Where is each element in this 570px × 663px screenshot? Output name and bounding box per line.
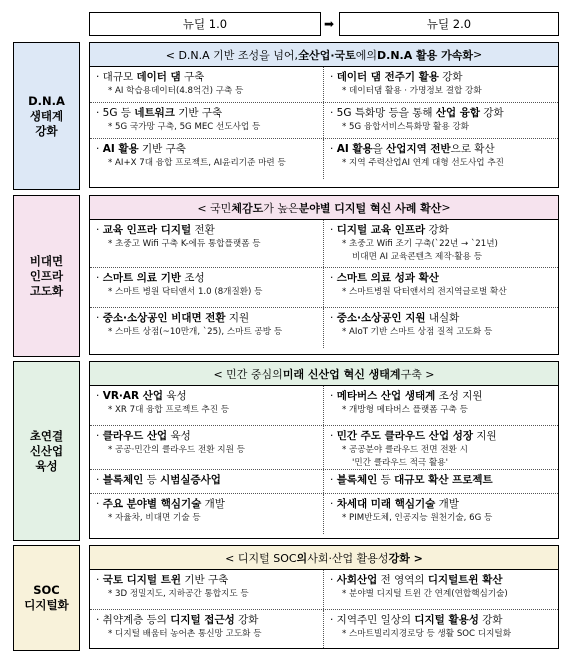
- nudeal2-cell: [324, 103, 558, 138]
- item-title-text: · 5G 등: [96, 107, 135, 119]
- item-title-text: 을: [372, 143, 387, 155]
- section-banner: [90, 43, 558, 67]
- item-title: [330, 497, 554, 512]
- header-nudeal-1: [89, 12, 321, 36]
- item-title-text: ·: [330, 498, 337, 510]
- item-title-text: ·: [330, 143, 337, 155]
- item-title: [330, 573, 554, 588]
- section-rows: [90, 386, 558, 534]
- item-title-emphasis: VR·AR 산업: [102, 390, 164, 402]
- section-rows: [90, 67, 558, 179]
- item-title-text: 개발: [435, 498, 459, 510]
- section-label: [13, 361, 80, 541]
- banner-text: 구축 >: [400, 367, 435, 381]
- item-title-emphasis: 블록체인: [102, 474, 144, 486]
- nudeal2-cell: [324, 610, 558, 648]
- nudeal1-cell: [90, 386, 324, 425]
- item-title-emphasis: 네트워크: [134, 107, 175, 119]
- table-row: [90, 139, 558, 179]
- table-row: [90, 470, 558, 494]
- item-title-emphasis: 메타버스 산업 생태계: [336, 390, 436, 402]
- item-title-text: ·: [330, 390, 337, 402]
- item-detail: * 스마트 병원 닥터앤서 1.0 (8개질환) 등: [108, 287, 263, 297]
- item-title-text: ·: [96, 574, 103, 586]
- table-row: [90, 426, 558, 470]
- item-detail: * 5G 융합서비스특화망 활용 강화: [342, 122, 469, 132]
- item-title-text: 강화: [480, 107, 504, 119]
- section-label: [13, 545, 80, 651]
- banner-emphasis: 미래 신산업 혁신 생태계: [282, 367, 401, 381]
- item-title-text: 강화: [425, 224, 449, 236]
- item-title-emphasis: 민간 주도 클라우드 산업 성장: [336, 430, 474, 442]
- nudeal2-cell: [324, 268, 558, 307]
- table-row: [90, 220, 558, 268]
- item-title-text: 내실화: [425, 312, 460, 324]
- banner-emphasis: 강화 >: [388, 551, 423, 565]
- header-right-label: 뉴딜 2.0: [426, 17, 472, 31]
- item-title-text: ·: [96, 143, 103, 155]
- section-label-line: SOC: [33, 583, 60, 597]
- nudeal2-cell: [324, 139, 558, 179]
- item-title-emphasis: 스마트 의료 기반: [102, 272, 181, 284]
- table-row: [90, 67, 558, 103]
- item-title: [96, 106, 319, 121]
- table-row: [90, 308, 558, 348]
- item-title-emphasis: 블록체인: [336, 474, 378, 486]
- item-title-emphasis: 사회산업: [336, 574, 378, 586]
- nudeal2-cell: [324, 220, 558, 267]
- item-title-emphasis: AI 활용: [102, 143, 139, 155]
- nudeal2-cell: [324, 386, 558, 425]
- arrow-right-icon: ➡: [323, 17, 335, 31]
- item-title: [330, 311, 554, 326]
- item-title: [96, 311, 319, 326]
- section-label-line: 초연결: [29, 428, 64, 443]
- banner-emphasis: 체감도: [231, 201, 264, 215]
- item-title-text: 기반 구축: [174, 107, 223, 119]
- item-title: [330, 613, 554, 628]
- item-detail: * AI+X 7대 융합 프로젝트, AI윤리기준 마련 등: [108, 158, 286, 168]
- nudeal2-cell: [324, 470, 558, 493]
- banner-text: 사회·산업 활용성: [307, 551, 389, 565]
- banner-emphasis: D.N.A 활용 가속화: [377, 48, 474, 62]
- section-banner: [90, 196, 558, 220]
- item-title: [96, 497, 319, 512]
- item-title: [330, 389, 554, 404]
- item-title-emphasis: 차세대 미래 핵심기술: [336, 498, 436, 510]
- item-title-text: ·: [96, 272, 103, 284]
- item-title-text: ·: [330, 430, 337, 442]
- item-detail: * PIM반도체, 인공지능 원천기술, 6G 등: [342, 513, 493, 523]
- item-title-emphasis: AI 활용: [336, 143, 373, 155]
- item-title-text: 조성 지원: [435, 390, 483, 402]
- nudeal2-cell: [324, 67, 558, 102]
- nudeal1-cell: [90, 610, 324, 648]
- item-title-emphasis: 데이터 댐 전주기 활용: [336, 71, 439, 83]
- item-title: [96, 473, 319, 488]
- item-title: [330, 70, 554, 85]
- item-title-emphasis: 중소·소상공인 비대면 전환: [102, 312, 226, 324]
- item-detail: * 공공·민간의 클라우드 전환 지원 등: [108, 445, 245, 455]
- nudeal1-cell: [90, 139, 324, 179]
- item-title-text: ·: [330, 474, 337, 486]
- nudeal1-cell: [90, 470, 324, 493]
- table-row: [90, 570, 558, 610]
- item-title-text: · 지역주민 일상의: [330, 614, 415, 626]
- item-detail: * 스마트병원 닥터앤서의 전지역글로벌 확산: [342, 287, 507, 297]
- item-title: [330, 142, 554, 157]
- item-detail: * 지역 주력산업AI 연계 대형 선도사업 추진: [342, 158, 504, 168]
- item-title-emphasis: 클라우드 산업: [102, 430, 168, 442]
- header-left-label: 뉴딜 1.0: [182, 17, 228, 31]
- item-detail: * 데이터댐 활용 · 가명정보 결합 강화: [342, 86, 482, 96]
- item-title: [96, 70, 319, 85]
- section-label: [13, 42, 80, 190]
- item-title: [96, 573, 319, 588]
- nudeal1-cell: [90, 103, 324, 138]
- nudeal1-cell: [90, 67, 324, 102]
- item-title-text: 강화: [438, 71, 463, 83]
- table-row: [90, 386, 558, 426]
- item-detail: * 자율차, 비대면 기술 등: [108, 513, 201, 523]
- section-label-line: 생태계: [29, 108, 64, 123]
- table-row: [90, 268, 558, 308]
- section-banner: [90, 362, 558, 386]
- banner-text: < 민간 중심의: [213, 367, 283, 381]
- item-title: [96, 613, 319, 628]
- section-label-line: 강화: [35, 123, 58, 138]
- banner-text: < 디지털 SOC: [225, 551, 297, 565]
- nudeal1-cell: [90, 494, 324, 534]
- section-label-line: 디지털화: [24, 598, 69, 612]
- banner-text: < D.N.A 기반 조성을 넘어,: [165, 48, 299, 62]
- item-title-text: ·: [96, 430, 103, 442]
- item-title-text: 강화: [234, 614, 259, 626]
- section-label-line: 육성: [35, 458, 58, 473]
- item-detail: * 초중고 Wifi 조기 구축(`22년 → `21년): [342, 239, 498, 249]
- section-label-line: 비대면: [29, 253, 64, 268]
- nudeal1-cell: [90, 220, 324, 267]
- nudeal1-cell: [90, 268, 324, 307]
- banner-text: 에의: [355, 48, 378, 62]
- item-title-text: ·: [96, 474, 103, 486]
- item-detail: * 공공분야 클라우드 전면 전환 시: [342, 445, 468, 455]
- item-title-emphasis: 디지털 접근성: [170, 614, 235, 626]
- section-label-line: 고도화: [29, 283, 64, 298]
- item-title-emphasis: 스마트 의료 성과 확산: [336, 272, 439, 284]
- item-title-text: 기반 구축: [138, 143, 186, 155]
- banner-text: 가 높은: [263, 201, 299, 215]
- item-title-text: ·: [330, 224, 337, 236]
- section-box: [89, 195, 559, 355]
- section-label-line: 인프라: [29, 268, 64, 283]
- item-title-emphasis: 국토 디지털 트윈: [102, 574, 181, 586]
- section-banner: [90, 546, 558, 570]
- item-title: [96, 142, 319, 157]
- item-title-emphasis: 산업지역 전반: [386, 143, 451, 155]
- item-title: [330, 429, 554, 444]
- nudeal1-cell: [90, 570, 324, 609]
- item-title: [330, 106, 554, 121]
- item-title-emphasis: 데이터 댐: [136, 71, 181, 83]
- item-title-emphasis: 중소·소상공인 지원: [336, 312, 426, 324]
- item-title-text: 지원: [473, 430, 497, 442]
- nudeal1-cell: [90, 308, 324, 348]
- item-title-text: 전환: [191, 224, 215, 236]
- item-title-text: 개발: [201, 498, 225, 510]
- item-title-text: 강화: [478, 614, 503, 626]
- section-box: [89, 42, 559, 188]
- item-title-emphasis: 디지털 활용성: [414, 614, 479, 626]
- item-title-text: ·: [96, 390, 103, 402]
- item-detail: * 개방형 메타버스 플랫폼 구축 등: [342, 405, 468, 415]
- section-label-line: D.N.A: [28, 93, 65, 108]
- section-label-line: 신산업: [29, 443, 64, 458]
- nudeal2-cell: [324, 570, 558, 609]
- item-detail: '민간 클라우드 적극 활용': [352, 458, 448, 468]
- item-detail: * 분야별 디지털 트윈 간 연계(연합핵심기술): [342, 589, 508, 599]
- nudeal1-cell: [90, 426, 324, 469]
- item-title: [96, 389, 319, 404]
- item-title-emphasis: 산업 융합: [435, 107, 481, 119]
- item-detail: 비대면 AI 교육콘텐츠 제작·활용 등: [352, 252, 482, 262]
- item-detail: * 스마트빌리지경로당 등 생활 SOC 디지털화: [342, 629, 512, 639]
- item-title-text: ·: [96, 498, 103, 510]
- table-row: [90, 610, 558, 648]
- item-detail: * 3D 정밀지도, 지하공간 통합지도 등: [108, 589, 249, 599]
- item-title-text: ·: [96, 312, 103, 324]
- table-row: [90, 103, 558, 139]
- item-title-text: 등: [143, 474, 161, 486]
- item-title-text: · 대규모: [96, 71, 137, 83]
- banner-emphasis: 분야별 디지털 혁신 사례 확산: [298, 201, 442, 215]
- item-title-emphasis: 주요 분야별 핵심기술: [102, 498, 202, 510]
- item-title-text: 등: [377, 474, 395, 486]
- item-title-text: ·: [96, 224, 103, 236]
- item-title-emphasis: 시범실증사업: [160, 474, 221, 486]
- item-title-text: 으로 확산: [450, 143, 495, 155]
- item-title: [330, 271, 554, 286]
- item-detail: * XR 7대 융합 프로젝트 추진 등: [108, 405, 230, 415]
- item-title-text: 육성: [163, 390, 187, 402]
- banner-text: >: [473, 48, 483, 61]
- item-title-text: 조성: [181, 272, 205, 284]
- section-box: [89, 361, 559, 539]
- item-title-text: 구축: [180, 71, 205, 83]
- item-title-text: · 5G 특화망 등을 통해: [330, 107, 436, 119]
- table-row: [90, 494, 558, 534]
- item-title: [330, 473, 554, 488]
- item-title: [330, 223, 554, 238]
- item-detail: * 디지털 배움터 농어촌 통신망 고도화 등: [108, 629, 262, 639]
- item-detail: * 5G 국가망 구축, 5G MEC 선도사업 등: [108, 122, 261, 132]
- banner-text: < 국민: [197, 201, 232, 215]
- item-title-text: ·: [330, 312, 337, 324]
- item-title-emphasis: 교육 인프라 디지털: [102, 224, 192, 236]
- item-title-text: · 취약계층 등의: [96, 614, 171, 626]
- item-title-emphasis: 대규모 확산 프로젝트: [394, 474, 493, 486]
- item-title-text: ·: [330, 71, 337, 83]
- section-rows: [90, 570, 558, 648]
- header-nudeal-2: [339, 12, 559, 36]
- section-rows: [90, 220, 558, 348]
- item-detail: * AI 학습용데이터(4.8억건) 구축 등: [108, 86, 244, 96]
- item-title-text: ·: [330, 272, 337, 284]
- section-label: [13, 195, 80, 357]
- banner-text: >: [441, 201, 451, 214]
- nudeal2-cell: [324, 426, 558, 469]
- nudeal2-cell: [324, 308, 558, 348]
- banner-emphasis: 全산업·국토: [298, 48, 356, 62]
- item-title-text: 육성: [167, 430, 191, 442]
- item-title-text: 전 영역의: [377, 574, 428, 586]
- item-detail: * AIoT 기반 스마트 상점 질적 고도화 등: [342, 327, 493, 337]
- item-title-text: ·: [330, 574, 337, 586]
- item-title: [96, 429, 319, 444]
- item-title: [96, 223, 319, 238]
- section-box: [89, 545, 559, 649]
- item-title-emphasis: 디지털 교육 인프라: [336, 224, 426, 236]
- item-detail: * 초중고 Wifi 구축 K-에듀 통합플랫폼 등: [108, 239, 261, 249]
- item-title-emphasis: 디지털트윈 확산: [427, 574, 503, 586]
- nudeal2-cell: [324, 494, 558, 534]
- item-title-text: 기반 구축: [181, 574, 229, 586]
- item-title: [96, 271, 319, 286]
- banner-emphasis: 의: [296, 551, 308, 565]
- item-detail: * 스마트 상점(~10만개, `25), 스마트 공방 등: [108, 327, 283, 337]
- item-title-text: 지원: [225, 312, 250, 324]
